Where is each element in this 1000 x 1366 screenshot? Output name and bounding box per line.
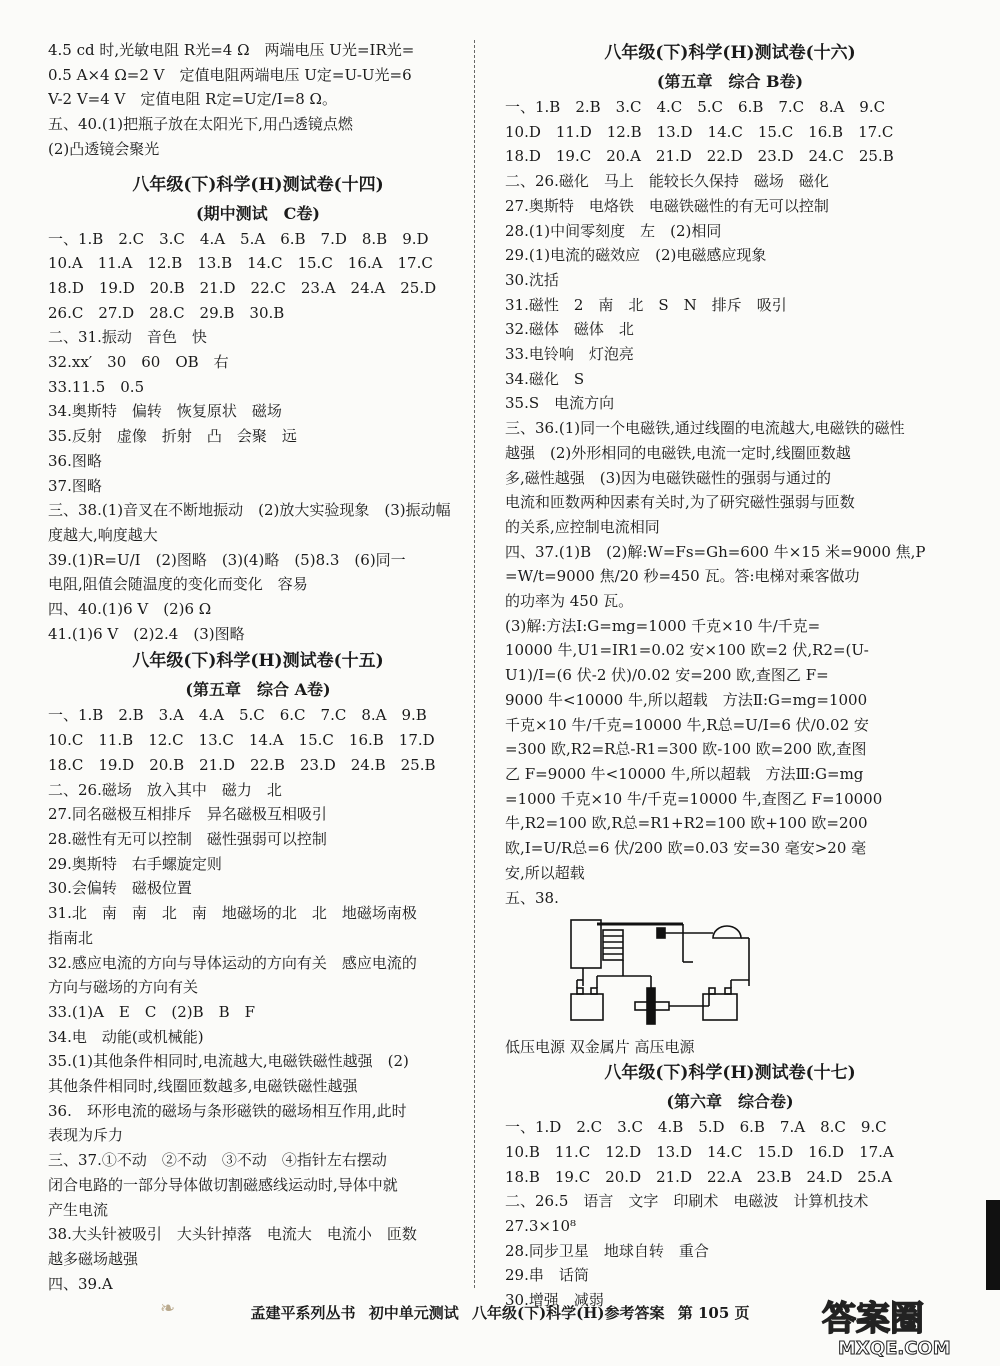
answer-line: =300 欧,R2=R总-R1=300 欧-100 欧=200 欧,查图 (505, 740, 867, 759)
answer-line: =1000 千克×10 牛/千克=10000 牛,查图乙 F=10000 (505, 789, 883, 808)
answer-line: 闭合电路的一部分导体做切割磁感线运动时,导体中就 (48, 1175, 398, 1194)
answer-line: 三、36.(1)同一个电磁铁,通过线圈的电流越大,电磁铁的磁性 (505, 419, 905, 438)
decorative-flourish-icon: ❧ (160, 1298, 176, 1319)
answer-line: 28.(1)中间零刻度 左 (2)相同 (505, 221, 722, 240)
answer-line: 一、1.B 2.B 3.C 4.C 5.C 6.B 7.C 8.A 9.C (505, 98, 886, 116)
test15-title: 八年级(下)科学(H)测试卷(十五) (132, 651, 384, 672)
answer-line: 18.D 19.C 20.A 21.D 22.D 23.D 24.C 25.B (505, 147, 894, 166)
answer-line: 三、37.①不动 ②不动 ③不动 ④指针左右摆动 (48, 1151, 387, 1170)
answer-line: 28.同步卫星 地球自转 重合 (505, 1241, 709, 1260)
answer-line: 方向与磁场的方向有关 (48, 978, 199, 997)
answer-line: 27.3×10⁸ (505, 1217, 577, 1236)
answer-line: 35.S 电流方向 (505, 394, 615, 413)
answer-line: 的功率为 450 瓦。 (505, 592, 634, 611)
test17-subtitle: (第六章 综合卷) (666, 1092, 794, 1112)
answer-line: 36. 环形电流的磁场与条形磁铁的磁场相互作用,此时 (48, 1101, 407, 1120)
test16-subtitle: (第五章 综合 B卷) (656, 72, 804, 91)
watermark-logo (816, 1290, 986, 1360)
answer-line: 表现为斥力 (48, 1126, 124, 1145)
test17-title: 八年级(下)科学(H)测试卷(十七) (604, 1063, 856, 1084)
test16-answers (505, 95, 955, 886)
answer-line: 产生电流 (48, 1200, 109, 1219)
answer-line: 安,所以超载 (505, 863, 585, 882)
answer-line: 电阻,阻值会随温度的变化而变化 容易 (48, 575, 308, 594)
answer-line: 0.5 A×4 Ω=2 V 定值电阻两端电压 U定=U-U光=6 (48, 65, 412, 84)
answer-line: 35.(1)其他条件相同时,电流越大,电磁铁磁性越强 (2) (48, 1052, 409, 1071)
right-column (505, 38, 955, 1313)
low-voltage-source (571, 994, 603, 1020)
answer-line: 31.磁性 2 南 北 S N 排斥 吸引 (505, 295, 787, 314)
test14-answers (48, 227, 468, 647)
test16-title: 八年级(下)科学(H)测试卷(十六) (604, 43, 856, 63)
answer-line: 三、38.(1)音叉在不断地振动 (2)放大实验现象 (3)振动幅 (48, 501, 451, 520)
answer-line: 4.5 cd 时,光敏电阻 R光=4 Ω 两端电压 U光=IR光= (48, 41, 415, 59)
answer-line: 越多磁场越强 (48, 1249, 139, 1268)
q38-label: 五、38. (505, 888, 559, 907)
answer-line: 多,磁性越强 (3)因为电磁铁磁性的强弱与通过的 (505, 468, 832, 487)
footer-subject: 八年级(下)科学(H)参考答案 (471, 1304, 665, 1322)
circuit-diagram (563, 916, 763, 1036)
answer-line: 度越大,响度越大 (48, 525, 158, 544)
bell-icon (713, 926, 741, 938)
watermark-text: 答案圈 (822, 1299, 924, 1339)
answer-line: 32.xx′ 30 60 OB 右 (48, 353, 229, 372)
answer-line: 千克×10 牛/千克=10000 牛,R总=U/I=6 伏/0.02 安 (505, 715, 869, 734)
watermark-url: MXQE.COM (838, 1338, 951, 1359)
answer-line: (3)解:方法Ⅰ:G=mg=1000 千克×10 牛/千克= (505, 616, 821, 635)
answer-line: 的关系,应控制电流相同 (505, 517, 660, 536)
test15-subtitle: (第五章 综合 A卷) (185, 680, 331, 700)
answer-line: 10.A 11.A 12.B 13.B 14.C 15.C 16.A 17.C (48, 254, 433, 273)
test17-answers (505, 1115, 955, 1313)
answer-line: 30.沈括 (505, 270, 559, 289)
answer-line: 欧,I=U/R总=6 伏/200 欧=0.03 安=30 毫安>20 毫 (505, 839, 867, 858)
answer-line: 30.增强 减弱 (505, 1291, 604, 1310)
answer-line: 30.会偏转 磁极位置 (48, 879, 192, 898)
test14-title: 八年级(下)科学(H)测试卷(十四) (132, 174, 384, 195)
answer-line: 32.磁体 磁体 北 (505, 320, 634, 339)
test14-subtitle: (期中测试 C卷) (196, 203, 320, 223)
answer-line: 29.奥斯特 右手螺旋定则 (48, 854, 222, 873)
answer-line: 33.(1)A E C (2)B B F (48, 1002, 256, 1021)
answer-line: 一、1.B 2.C 3.C 4.A 5.A 6.B 7.D 8.B 9.D (48, 229, 429, 248)
answer-line: 18.C 19.D 20.B 21.D 22.B 23.D 24.B 25.B (48, 755, 436, 774)
column-divider (474, 40, 475, 1288)
answer-line: 一、1.D 2.C 3.C 4.B 5.D 6.B 7.A 8.C 9.C (505, 1118, 887, 1137)
answer-line: 10.D 11.D 12.B 13.D 14.C 15.C 16.B 17.C (505, 122, 894, 141)
answer-line: 10.B 11.C 12.D 13.D 14.C 15.D 16.D 17.A (505, 1142, 894, 1161)
answer-line: 38.大头针被吸引 大头针掉落 电流大 电流小 匝数 (48, 1225, 417, 1244)
answer-line: 五、40.(1)把瓶子放在太阳光下,用凸透镜点燃 (48, 115, 353, 134)
answer-line: 32.感应电流的方向与导体运动的方向有关 感应电流的 (48, 953, 417, 972)
electromagnet-frame (571, 920, 601, 968)
answer-line: 26.C 27.D 28.C 29.B 30.B (48, 303, 285, 322)
answer-line: 29.(1)电流的磁效应 (2)电磁感应现象 (505, 246, 767, 265)
answer-line: 10.C 11.B 12.C 13.C 14.A 15.C 16.B 17.D (48, 731, 435, 750)
answer-line: 34.奥斯特 偏转 恢复原状 磁场 (48, 402, 282, 421)
answer-line: 39.(1)R=U/I (2)图略 (3)(4)略 (5)8.3 (6)同一 (48, 550, 406, 569)
answer-line: 18.D 19.D 20.B 21.D 22.C 23.A 24.A 25.D (48, 278, 437, 297)
answer-line: 29.串 话筒 (505, 1266, 589, 1285)
answer-line: 其他条件相同时,线圈匝数越多,电磁铁磁性越强 (48, 1077, 358, 1096)
footer-book: 初中单元测试 (368, 1304, 459, 1322)
answer-line: 越强 (2)外形相同的电磁铁,电流一定时,线圈匝数越 (505, 443, 851, 462)
test15-answers (48, 703, 468, 1296)
answer-line: 二、31.振动 音色 快 (48, 328, 207, 347)
answer-line: 41.(1)6 V (2)2.4 (3)图略 (48, 624, 245, 643)
answer-line: 34.磁化 S (505, 369, 585, 388)
answer-line: 34.电 动能(或机械能) (48, 1027, 204, 1046)
circuit-diagram-svg (563, 916, 763, 1036)
answer-line: 一、1.B 2.B 3.A 4.A 5.C 6.C 7.C 8.A 9.B (48, 706, 427, 725)
answer-line: 31.北 南 南 北 南 地磁场的北 北 地磁场南极 (48, 904, 417, 923)
answer-line: 37.图略 (48, 476, 102, 495)
answer-line: 牛,R2=100 欧,R总=R1+R2=100 欧+100 欧=200 (505, 814, 868, 833)
answer-line: 电流和匝数两种因素有关时,为了研究磁性强弱与匝数 (505, 493, 855, 512)
answer-line: 二、26.磁场 放入其中 磁力 北 (48, 780, 282, 799)
answer-line: 四、37.(1)B (2)解:W=Fs=Gh=600 牛×15 米=9000 焦,P (505, 542, 926, 561)
footer-series: 孟建平系列丛书 (250, 1304, 356, 1322)
answer-line: U1)/I=(6 伏-2 伏)/0.02 安=200 欧,查图乙 F= (505, 666, 829, 685)
figure-caption: 低压电源 双金属片 高压电源 (505, 1038, 695, 1057)
answer-line: 二、26.5 语言 文字 印刷术 电磁波 计算机技术 (505, 1192, 869, 1211)
bimetal-strip (647, 988, 655, 1024)
coil-icon (603, 930, 623, 960)
answer-line: 二、26.磁化 马上 能较长久保持 磁场 磁化 (505, 172, 829, 191)
answer-line: (2)凸透镜会聚光 (48, 139, 160, 158)
answer-line: 28.磁性有无可以控制 磁性强弱可以控制 (48, 829, 327, 848)
answer-line: =W/t=9000 焦/20 秒=450 瓦。答:电梯对乘客做功 (505, 567, 860, 586)
footer-page: 第 105 页 (677, 1304, 750, 1322)
answer-line: 27.同名磁极互相排斥 异名磁极互相吸引 (48, 805, 327, 824)
answer-line: 乙 F=9000 牛<10000 牛,所以超载 方法Ⅲ:G=mg (505, 764, 864, 783)
answer-line: 18.B 19.C 20.D 21.D 22.A 23.B 24.D 25.A (505, 1167, 893, 1186)
left-top-block (48, 38, 468, 162)
answer-line: 35.反射 虚像 折射 凸 会聚 远 (48, 427, 297, 446)
answer-line: 9000 牛<10000 牛,所以超载 方法Ⅱ:G=mg=1000 (505, 690, 868, 709)
answer-line: V-2 V=4 V 定值电阻 R定=U定/I=8 Ω。 (48, 90, 337, 109)
answer-line: 33.11.5 0.5 (48, 377, 145, 396)
left-column (48, 38, 468, 1296)
answer-line: 四、40.(1)6 V (2)6 Ω (48, 600, 212, 619)
high-voltage-source (703, 994, 737, 1020)
answer-line: 10000 牛,U1=IR1=0.02 安×100 欧=2 伏,R2=(U- (505, 641, 869, 660)
answer-line: 36.图略 (48, 451, 102, 470)
answer-line: 27.奥斯特 电烙铁 电磁铁磁性的有无可以控制 (505, 196, 829, 215)
page-edge-mark (986, 1200, 1000, 1290)
answer-line: 33.电铃响 灯泡亮 (505, 345, 634, 364)
answer-line: 四、39.A (48, 1274, 113, 1293)
answer-line: 指南北 (48, 928, 94, 947)
